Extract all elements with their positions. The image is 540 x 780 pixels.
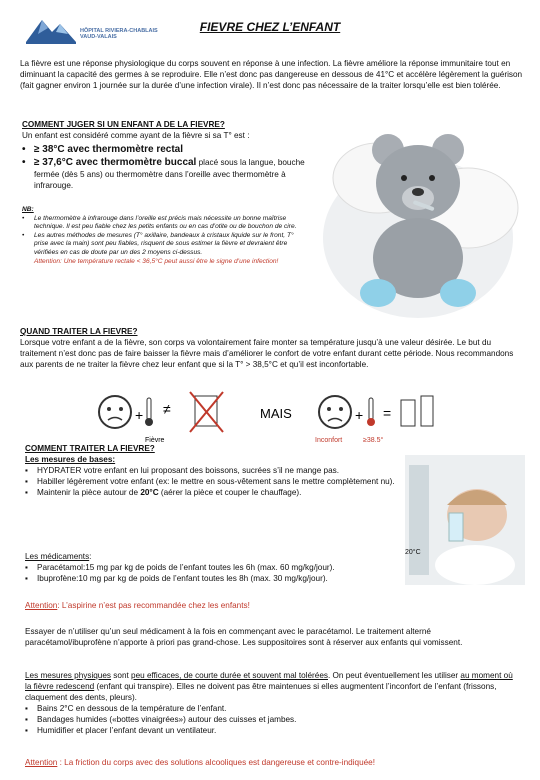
list-item: ▪ Bains 2°C en dessous de la température de l’enfant. bbox=[25, 704, 227, 713]
list-item: ▪ HYDRATER votre enfant en lui proposant des boissons, sucrées s’il ne mange pas. bbox=[25, 466, 340, 475]
inconfort-label: Inconfort bbox=[315, 437, 343, 444]
judge-section bbox=[22, 119, 322, 141]
list-item: ▪ Habiller légèrement votre enfant (ex: le mettre en sous-vêtement sans le mettre complètement nu). bbox=[25, 477, 395, 486]
plus-sign: + bbox=[135, 407, 144, 423]
list-item: ▪ Humidifier et placer l’enfant devant un ventilateur. bbox=[25, 726, 217, 735]
medication-heading: Les médicaments bbox=[25, 552, 90, 561]
list-item: • ≥ 37,6°C avec thermomètre buccal placé sous la langue, bouche fermée (dès 5 ans) ou thermomètre dans l’oreille avec thermomètre à infrarouge. bbox=[22, 157, 305, 190]
quand-section bbox=[20, 326, 525, 370]
essayer-paragraph: Essayer de n’utiliser qu’un seul médicament à la fois en commençant avec le paracétamol. Le traitement alterné paracétamol/ibuprofène n’apporte à priori pas grand-chose. Les suppositoires sont à réserver aux enfants qui vomissent. bbox=[25, 627, 463, 647]
list-item: • Le thermomètre à infrarouge dans l’oreille est précis mais nécessite un bonne maîtrise technique. Il est peu fiable chez les petits enfants ou en cas d’otite ou de bouchon de cire. bbox=[22, 214, 297, 231]
alcohol-warning: Attention : La friction du corps avec des solutions alcooliques est dangereuse et contre-indiquée! bbox=[25, 758, 376, 767]
aspirin-warning: Attention: L’aspirine n’est pas recommandée chez les enfants! bbox=[25, 601, 250, 610]
child-drinking-photo bbox=[405, 455, 525, 585]
list-item: ▪ Bandages humides («bottes vinaigrées») autour des cuisses et jambes. bbox=[25, 715, 297, 724]
physical-measures-section: Les mesures physiques sont peu efficaces, de courte durée et souvent mal tolérées. On peut éventuellement les utiliser au moment où la fièvre redescend (enfant qui transpire). Elles ne doivent pas être maintenues si elles augmentent l’inconfort de l’enfant (frissons, claquement des dents, pleurs). ▪ Bains 2°C en dessous de la température de l’enfant. ▪ Bandages humides («bottes vinaigrées») autour des cuisses et jambes. ▪ Humidifier et placer l’enfant devant un ventilateur. bbox=[25, 670, 515, 736]
nb-section bbox=[22, 206, 307, 266]
fever-equation-icons bbox=[95, 390, 445, 445]
logo-text: HÔPITAL RIVIERA-CHABLAIS VAUD-VALAIS bbox=[80, 28, 158, 40]
temp-label: ≥38.5° bbox=[363, 437, 384, 444]
thermometer-icon bbox=[147, 398, 151, 420]
fievre-label: Fièvre bbox=[145, 437, 165, 444]
medication-section: Les médicaments: ▪ Paracétamol:15 mg par kg de poids de l’enfant toutes les 6h (max. 60 mg/kg/jour). ▪ Ibuprofène:10 mg par kg de poids de l’enfant toutes les 8h (max. 30 mg/kg/jour). bbox=[25, 551, 405, 584]
equals-sign: = bbox=[383, 405, 392, 421]
judge-bullets bbox=[22, 143, 322, 191]
crying-child-icon bbox=[319, 396, 351, 428]
room-temp-label: 20°C bbox=[405, 549, 421, 556]
teddy-bear-illustration bbox=[318, 118, 523, 328]
nb-attention: Attention: Une température rectale < 36,5°C peut aussi être le signe d’une infection! bbox=[34, 257, 279, 265]
judge-subtitle: Un enfant est considéré comme ayant de la fièvre si sa T° est : bbox=[22, 131, 250, 140]
comment-subheading: Les mesures de bases: bbox=[25, 455, 116, 464]
svg-text:+: + bbox=[355, 407, 364, 423]
judge-heading: COMMENT JUGER SI UN ENFANT A DE LA FIEVRE? bbox=[22, 120, 225, 129]
quand-paragraph: Lorsque votre enfant a de la fièvre, son corps va volontairement faire monter sa température jusqu’à une valeur désirée. Le but du traitement n’est donc pas de faire baisser la fièvre mais d’améliorer le confort de votre enfant durant cette période. Nous recommandons aux parents de ne traiter la fièvre chez leur enfant que si la T° > 38,5°C et qu’il est inconfortable. bbox=[20, 338, 514, 369]
quand-heading: QUAND TRAITER LA FIEVRE? bbox=[20, 327, 138, 336]
thermometer-icon bbox=[369, 398, 373, 420]
list-item: • Les autres méthodes de mesures (T° axillaire, bandeaux à cristaux liquide sur le front, T° prise avec la main) sont peu fiables, risquent de sous estimer la fièvre et devraient être vérifiées en cas de doute par un des 2 moyens ci-dessus. bbox=[22, 231, 294, 256]
list-item: ▪ Maintenir la pièce autour de 20°C (aérer la pièce et couper le chauffage). bbox=[25, 488, 302, 497]
list-item: ▪ Ibuprofène:10 mg par kg de poids de l’enfant toutes les 8h (max. 30 mg/kg/jour). bbox=[25, 574, 328, 583]
nb-label: NB: bbox=[22, 206, 34, 213]
medicine-bottle-icon bbox=[401, 400, 415, 426]
intro-paragraph: La fièvre est une réponse physiologique du corps souvent en réponse à une infection. La fièvre améliore la réponse immunitaire tout en diminuant la capacité des germes à se reproduire. Elle n’est donc pas dangereuse en dessous de 41°C et accélère légèrement la guérison (fait gagner environ 1 journée sur la durée d’une infection virale). Il n’est donc pas nécessaire de la traiter lorsqu’elle est bien tolérée. bbox=[20, 59, 523, 90]
list-item: ▪ Paracétamol:15 mg par kg de poids de l’enfant toutes les 6h (max. 60 mg/kg/jour). bbox=[25, 563, 335, 572]
comment-section bbox=[25, 443, 405, 498]
child-drinking-illustration bbox=[405, 455, 525, 585]
not-equal-sign: ≠ bbox=[163, 401, 171, 417]
comment-heading: COMMENT TRAITER LA FIEVRE? bbox=[25, 444, 155, 453]
mais-label: MAIS bbox=[260, 406, 292, 421]
sick-child-icon bbox=[99, 396, 131, 428]
list-item: • ≥ 38°C avec thermomètre rectal bbox=[22, 144, 184, 155]
page-title: FIEVRE CHEZ L’ENFANT bbox=[199, 20, 341, 34]
